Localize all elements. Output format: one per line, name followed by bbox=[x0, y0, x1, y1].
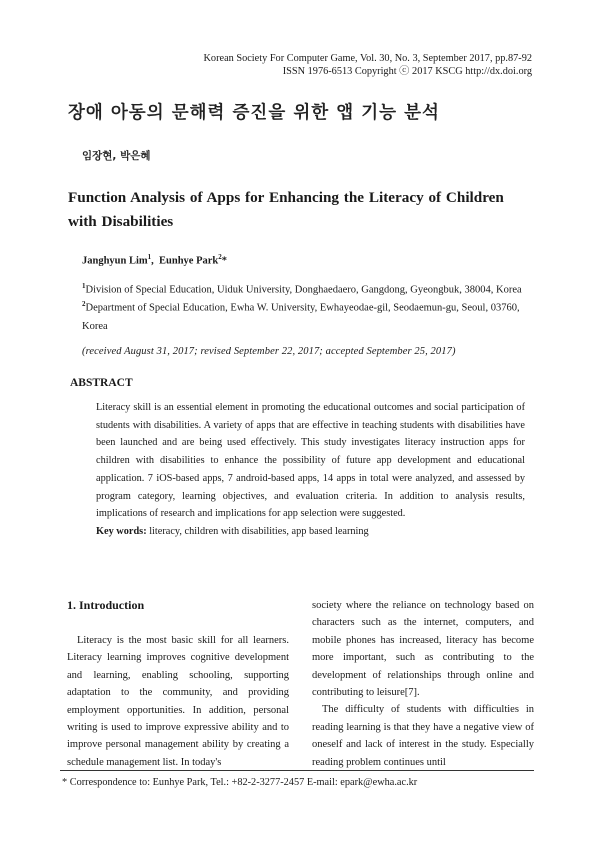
affiliation-1-sup: 1 bbox=[82, 282, 86, 290]
author-list bbox=[82, 253, 227, 267]
right-column-paragraph-2: The difficulty of students with difficulties in reading learning is that they have a negative view of oneself and lack of interest in the study. Especially reading problem continues until bbox=[312, 704, 534, 768]
affiliation-1-text: Division of Special Education, Uiduk University, Donghaedaero, Gangdong, Gyeongbuk, 38004, Korea bbox=[85, 284, 522, 296]
footnote-divider bbox=[60, 770, 534, 771]
keywords-label: Key words: bbox=[96, 526, 147, 537]
english-title: Function Analysis of Apps for Enhancing the Literacy of Children with Disabilities bbox=[68, 189, 504, 230]
author-1-name: Janghyun Lim bbox=[82, 255, 148, 267]
left-column bbox=[67, 632, 289, 771]
author-1-sup: 1 bbox=[147, 253, 152, 261]
right-column bbox=[312, 597, 534, 771]
correspondence-footnote: * Correspondence to: Eunhye Park, Tel.: +82-2-3277-2457 E-mail: epark@ewha.ac.kr bbox=[62, 777, 418, 788]
journal-issn: ISSN 1976-6513 Copyright ⓒ 2017 KSCG http://dx.doi.org bbox=[282, 66, 532, 77]
journal-citation: Korean Society For Computer Game, Vol. 30, No. 3, September 2017, pp.87-92 bbox=[203, 53, 532, 64]
korean-authors: 임장현, 박은혜 bbox=[82, 150, 151, 162]
author-2-name: Eunhye Park bbox=[159, 255, 219, 267]
left-column-paragraph: Literacy is the most basic skill for all learners. Literacy learning improves cognitive development and learning, enabling schooling, supporting adaptation to the community, and providing employment opportunities. In addition, personal writing is used to improve expressive ability and to improve personal management ability by creating a schedule management list. In today's bbox=[67, 635, 289, 768]
korean-title: 장애 아동의 문해력 증진을 위한 앱 기능 분석 bbox=[68, 103, 440, 123]
submission-dates: (received August 31, 2017; revised September 22, 2017; accepted September 25, 2017) bbox=[82, 346, 456, 357]
author-separator: , bbox=[151, 255, 154, 267]
affiliation-2-sup: 2 bbox=[82, 300, 86, 308]
author-2-sup: 2 bbox=[218, 253, 222, 261]
keywords-text: literacy, children with disabilities, app based learning bbox=[146, 526, 369, 537]
affiliation-2 bbox=[82, 295, 526, 336]
abstract-heading: ABSTRACT bbox=[70, 377, 133, 389]
abstract-body: Literacy skill is an essential element in promoting the educational outcomes and social participation of students with disabilities. A variety of apps that are effective in teaching students with disabilities have been launched and are being used effectively. This study investigates literacy instruction apps for children with disabilities to enhance the possibility of future app development and educational application. 7 iOS-based apps, 7 android-based apps, 14 apps in total were analyzed, and assessed by program category, learning objectives, and evaluation criteria. In addition to analysis results, implications of research and implications for app selection were suggested. bbox=[96, 402, 525, 520]
affiliation-2-text: Department of Special Education, Ewha W. University, Ewhayeodae-gil, Seodaemun-gu, Seoul, 03760, Korea bbox=[82, 302, 520, 332]
right-column-paragraph-1: society where the reliance on technology based on characters such as the internet, computers, and mobile phones has increased, literacy has become more important, such as contributing to the development of relationships through online and contributing to leisure[7]. bbox=[312, 600, 534, 699]
corresponding-mark: * bbox=[221, 255, 228, 267]
section-heading-introduction: 1. Introduction bbox=[67, 598, 145, 612]
keywords bbox=[96, 526, 369, 537]
